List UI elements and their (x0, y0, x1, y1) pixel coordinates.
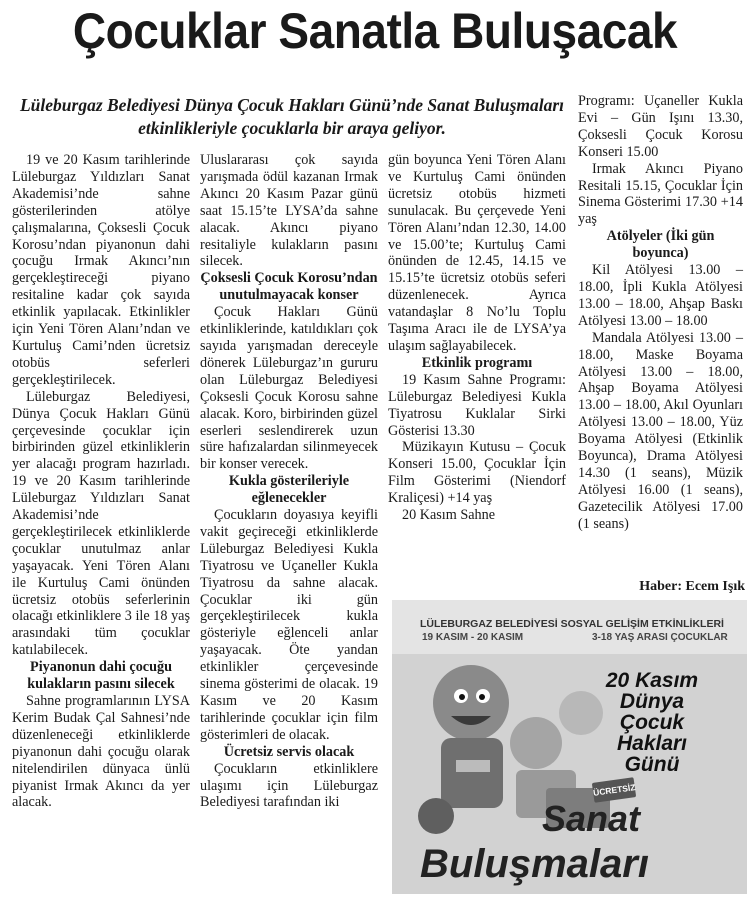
poster-occasion-line: Günü (624, 753, 680, 776)
paragraph: Lüleburgaz Belediyesi, Dünya Çocuk Hakları Günü çerçevesinde çocuklar için birbirinden güzel etkinliklerin yer alacağı program hazırladı. 19 ve 20 Kasım tarihlerinde Lüleburgaz Yıldızları Sanat Akademisi’nde gerçekleştirilecek etkinliklerde çocuklar unutulmaz anlar yaşayacak. Yeni Tören Alanı ile Kurtuluş Cami önünden ücretsiz otobüs seferlerinin olacağı etkinliklere 3 ile 18 yaş arasındaki tüm çocuklar katılabilecek. (12, 388, 190, 659)
paragraph: Sahne programlarının LYSA Kerim Budak Çal Sahnesi’nde düzenleneceği etkinliklerde piyanonun dahi çocuğu olarak nitelendirilen dünyaca ünlü piyanist Irmak Akıncı da yer alacak. (12, 693, 190, 811)
paragraph: Programı: Uçaneller Kukla Evi – Gün Işını 13.30, Çoksesli Çocuk Korosu Konseri 15.00 (578, 93, 743, 160)
headline: Çocuklar Sanatla Buluşacak (72, 3, 678, 59)
subheading: Etkinlik programı (421, 354, 533, 371)
poster-occasion-line: Dünya (619, 690, 685, 713)
subheading: Atölyeler (İki gün boyunca) (606, 228, 715, 262)
paragraph: Çocuk Hakları Günü etkinliklerinde, katıldıkları çok sayıda yarışmadan dereceyle dönerek Lüleburgaz’ın gururu olan Lüleburgaz Belediyesi Çoksesli Çocuk Korosu sahne alacak. Koro, birbirinden güzel eserleri seslendirerek uzun süre hafızalardan silinmeyecek bir konser verecek. (200, 304, 378, 473)
paragraph: gün boyunca Yeni Tören Alanı ve Kurtuluş Cami önünden ücretsiz otobüs hizmeti sunulacak. Bu çerçevede Yeni Tören Alanı’ndan 12.30, 14.00 ve 15.00’te; Kurtuluş Cami önünden de 12.45, 14.15 ve 15.15’te ücretsiz otobüs seferi düzenlenecek. Ayrıca vatandaşlar 8 No’lu Toplu Taşıma Aracı ile de LYSA’ya ulaşım sağlayabilecek. (388, 152, 566, 354)
paragraph: Çocukların doyasıya keyifli vakit geçireceği etkinliklerde Lüleburgaz Belediyesi Kukla Tiyatrosu ve Uçaneller Kukla Tiyatrosu da sahne alacak. Çocuklar iki gün gerçekleştirilecek kukla gösteriyle eğlenceli anlar yaşayacak. Öte yandan etkinlikler çerçevesinde sinema gösterimi de olacak. 19 Kasım ve 20 Kasım tarihlerinde çocuklar için film gösterimleri de olacak. (200, 507, 378, 743)
subheading: Piyanonun dahi çocuğu kulakların pasını silecek (27, 659, 175, 693)
article-column-3 (388, 152, 566, 524)
paragraph: Irmak Akıncı Piyano Resitali 15.15, Çocuklar İçin Sinema Gösterimi 17.30 +14 yaş (578, 160, 743, 228)
subheading: Kukla gösterileriyle eğlenecekler (228, 473, 350, 507)
poster-occasion-line: 20 Kasım (605, 669, 699, 692)
poster-age-range: 3-18 YAŞ ARASI ÇOCUKLAR (592, 632, 728, 643)
paragraph: Müzikayın Kutusu – Çocuk Konseri 15.00, Çocuklar İçin Film Gösterimi (Niendorf Kraliçesi) +14 yaş (388, 439, 566, 507)
paragraph: Kil Atölyesi 13.00 – 18.00, İpli Kukla Atölyesi 13.00 – 18.00, Ahşap Baskı Atölyesi 13.00 – 18.00 (578, 262, 743, 329)
subheading: Ücretsiz servis olacak (223, 743, 355, 760)
poster-title: Sanat (542, 798, 641, 839)
article-column-4 (578, 93, 743, 533)
article-column-2 (200, 152, 378, 811)
paragraph: 19 Kasım Sahne Programı: Lüleburgaz Belediyesi Kukla Tiyatrosu Kuklalar Sirki Gösterisi 13.30 (388, 371, 566, 439)
byline: Haber: Ecem Işık (639, 579, 745, 594)
paragraph: Çocukların etkinliklere ulaşımı için Lüleburgaz Belediyesi tarafından iki (200, 760, 378, 811)
paragraph: 20 Kasım Sahne (402, 507, 495, 524)
subheading: Çoksesli Çocuk Korosu’ndan unutulmayacak konser (200, 270, 378, 304)
deck-subheadline: Lüleburgaz Belediyesi Dünya Çocuk Hakları Günü’nde Sanat Buluşmaları etkinlikleriyle çocuklarla bir araya geliyor. (19, 95, 565, 138)
poster-occasion-line: Hakları (616, 732, 688, 755)
event-poster-image (392, 600, 747, 894)
article-column-1 (12, 152, 190, 811)
poster-dates: 19 KASIM - 20 KASIM (422, 632, 524, 643)
poster-occasion-line: Çocuk (619, 711, 685, 734)
poster-organizer: LÜLEBURGAZ BELEDİYESİ SOSYAL GELİŞİM ETKİNLİKLERİ (420, 618, 724, 630)
poster-occasion (572, 670, 732, 775)
free-badge: ÜCRETSİZ (592, 777, 636, 803)
paragraph: Uluslararası çok sayıda yarışmada ödül kazanan Irmak Akıncı 20 Kasım Pazar günü saat 15.15’te LYSA’da sahne alacak. Akıncı piyano resitaliyle kulakların pasını silecek. (200, 152, 378, 270)
paragraph: 19 ve 20 Kasım tarihlerinde Lüleburgaz Yıldızları Sanat Akademisi’nde sahne gösterilerinden atölye çalışmalarına, Çoksesli Çocuk Korosu’ndan piyanonun dahi çocuğu Irmak Akıncı’nın gerçekleştireceği piyano resitaline kadar çok sayıda etkinlik yapılacak. Etkinlikler için Yeni Tören Alanı’ndan ve Kurtuluş Cami’nden ücretsiz otobüs seferleri gerçekleştirilecek. (12, 152, 190, 388)
poster-title: Buluşmaları (420, 842, 649, 886)
paragraph: Mandala Atölyesi 13.00 – 18.00, Maske Boyama Atölyesi 13.00 – 18.00, Ahşap Boyama Atölyesi 13.00 – 18.00, Akıl Oyunları Atölyesi 13.00 – 18.00, Yüz Boyama Atölyesi (Etkinlik Boyunca), Drama Atölyesi 14.30 (1 seans), Müzik Atölyesi 16.00 (1 seans), Gazetecilik Atölyesi 17.00 (1 seans) (578, 329, 743, 532)
